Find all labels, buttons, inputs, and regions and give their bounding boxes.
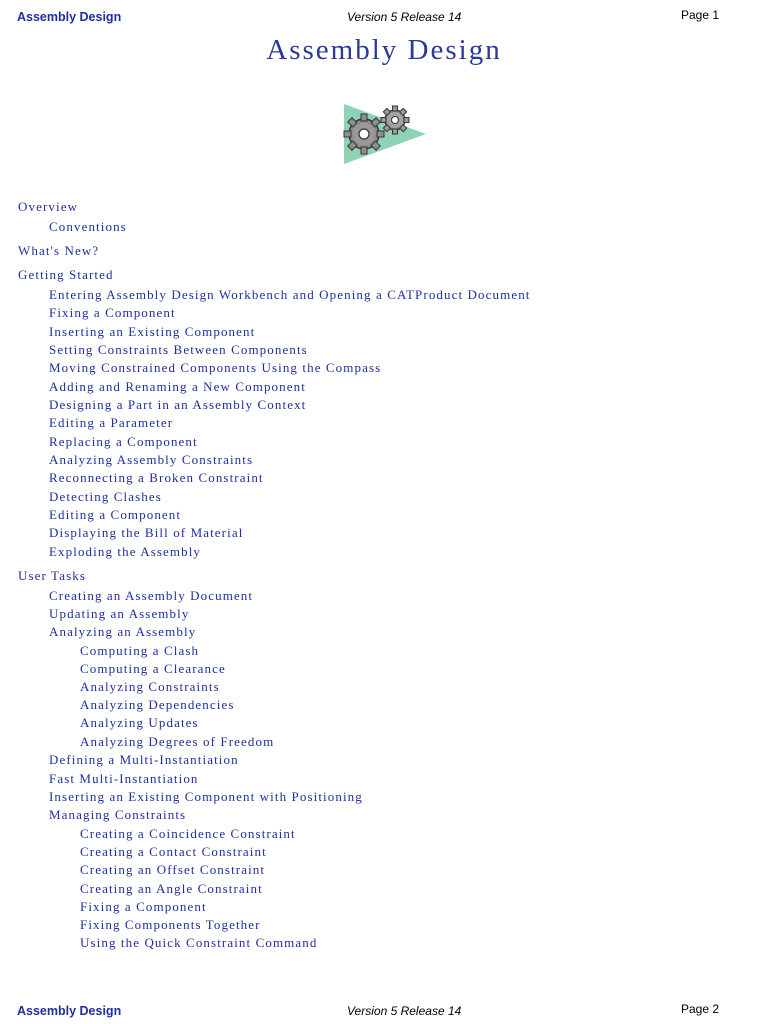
toc-link[interactable]: Managing Constraints xyxy=(49,807,187,822)
toc-link[interactable]: Defining a Multi-Instantiation xyxy=(49,752,239,767)
toc-link[interactable]: Moving Constrained Components Using the Compass xyxy=(49,360,382,375)
toc-link[interactable]: Analyzing Constraints xyxy=(80,679,220,694)
toc-link[interactable]: Editing a Component xyxy=(49,507,182,522)
toc-link[interactable]: Creating an Angle Constraint xyxy=(80,881,263,896)
toc-link[interactable]: Entering Assembly Design Workbench and Opening a CATProduct Document xyxy=(49,287,531,302)
toc-link[interactable]: Creating an Offset Constraint xyxy=(80,862,266,877)
toc-link[interactable]: Analyzing Assembly Constraints xyxy=(49,452,254,467)
toc-link[interactable]: Overview xyxy=(18,199,79,214)
toc-link[interactable]: Creating a Contact Constraint xyxy=(80,844,267,859)
toc-link[interactable]: Fixing a Component xyxy=(49,305,176,320)
toc-link[interactable]: User Tasks xyxy=(18,568,86,583)
toc-link[interactable]: Editing a Parameter xyxy=(49,415,174,430)
footer-version: Version 5 Release 14 xyxy=(347,1004,462,1018)
toc-link[interactable]: What's New? xyxy=(18,243,100,258)
toc-link[interactable]: Inserting an Existing Component with Positioning xyxy=(49,789,363,804)
footer-page-number: Page 2 xyxy=(681,1002,720,1016)
page-title: Assembly Design xyxy=(266,34,502,66)
toc-link[interactable]: Analyzing Dependencies xyxy=(80,697,235,712)
toc-link[interactable]: Detecting Clashes xyxy=(49,489,162,504)
toc-link[interactable]: Fast Multi-Instantiation xyxy=(49,771,199,786)
toc-link[interactable]: Replacing a Component xyxy=(49,434,198,449)
toc-link[interactable]: Analyzing an Assembly xyxy=(49,624,197,639)
gears-icon xyxy=(342,100,430,168)
toc-link[interactable]: Computing a Clash xyxy=(80,643,200,658)
toc-link[interactable]: Computing a Clearance xyxy=(80,661,226,676)
toc-link[interactable]: Analyzing Degrees of Freedom xyxy=(80,734,275,749)
toc-link[interactable]: Adding and Renaming a New Component xyxy=(49,379,306,394)
page-footer xyxy=(0,1001,768,1021)
toc-link[interactable]: Updating an Assembly xyxy=(49,606,190,621)
toc-link[interactable]: Creating an Assembly Document xyxy=(49,588,254,603)
toc-link[interactable]: Fixing a Component xyxy=(80,899,207,914)
toc-link[interactable]: Analyzing Updates xyxy=(80,715,199,730)
toc-link[interactable]: Getting Started xyxy=(18,267,114,282)
header-version: Version 5 Release 14 xyxy=(347,10,462,24)
toc-link[interactable]: Conventions xyxy=(49,219,127,234)
toc-link[interactable]: Creating a Coincidence Constraint xyxy=(80,826,296,841)
toc-link[interactable]: Fixing Components Together xyxy=(80,917,261,932)
toc-link[interactable]: Inserting an Existing Component xyxy=(49,324,256,339)
footer-doc-title: Assembly Design xyxy=(17,1004,122,1018)
header-doc-title: Assembly Design xyxy=(17,10,122,24)
toc-link[interactable]: Exploding the Assembly xyxy=(49,544,202,559)
toc-link[interactable]: Displaying the Bill of Material xyxy=(49,525,244,540)
toc-link[interactable]: Setting Constraints Between Components xyxy=(49,342,308,357)
toc-link[interactable]: Reconnecting a Broken Constraint xyxy=(49,470,264,485)
page-header xyxy=(0,7,768,27)
toc-link[interactable]: Designing a Part in an Assembly Context xyxy=(49,397,307,412)
toc-link[interactable]: Using the Quick Constraint Command xyxy=(80,935,318,950)
header-page-number: Page 1 xyxy=(681,8,720,22)
